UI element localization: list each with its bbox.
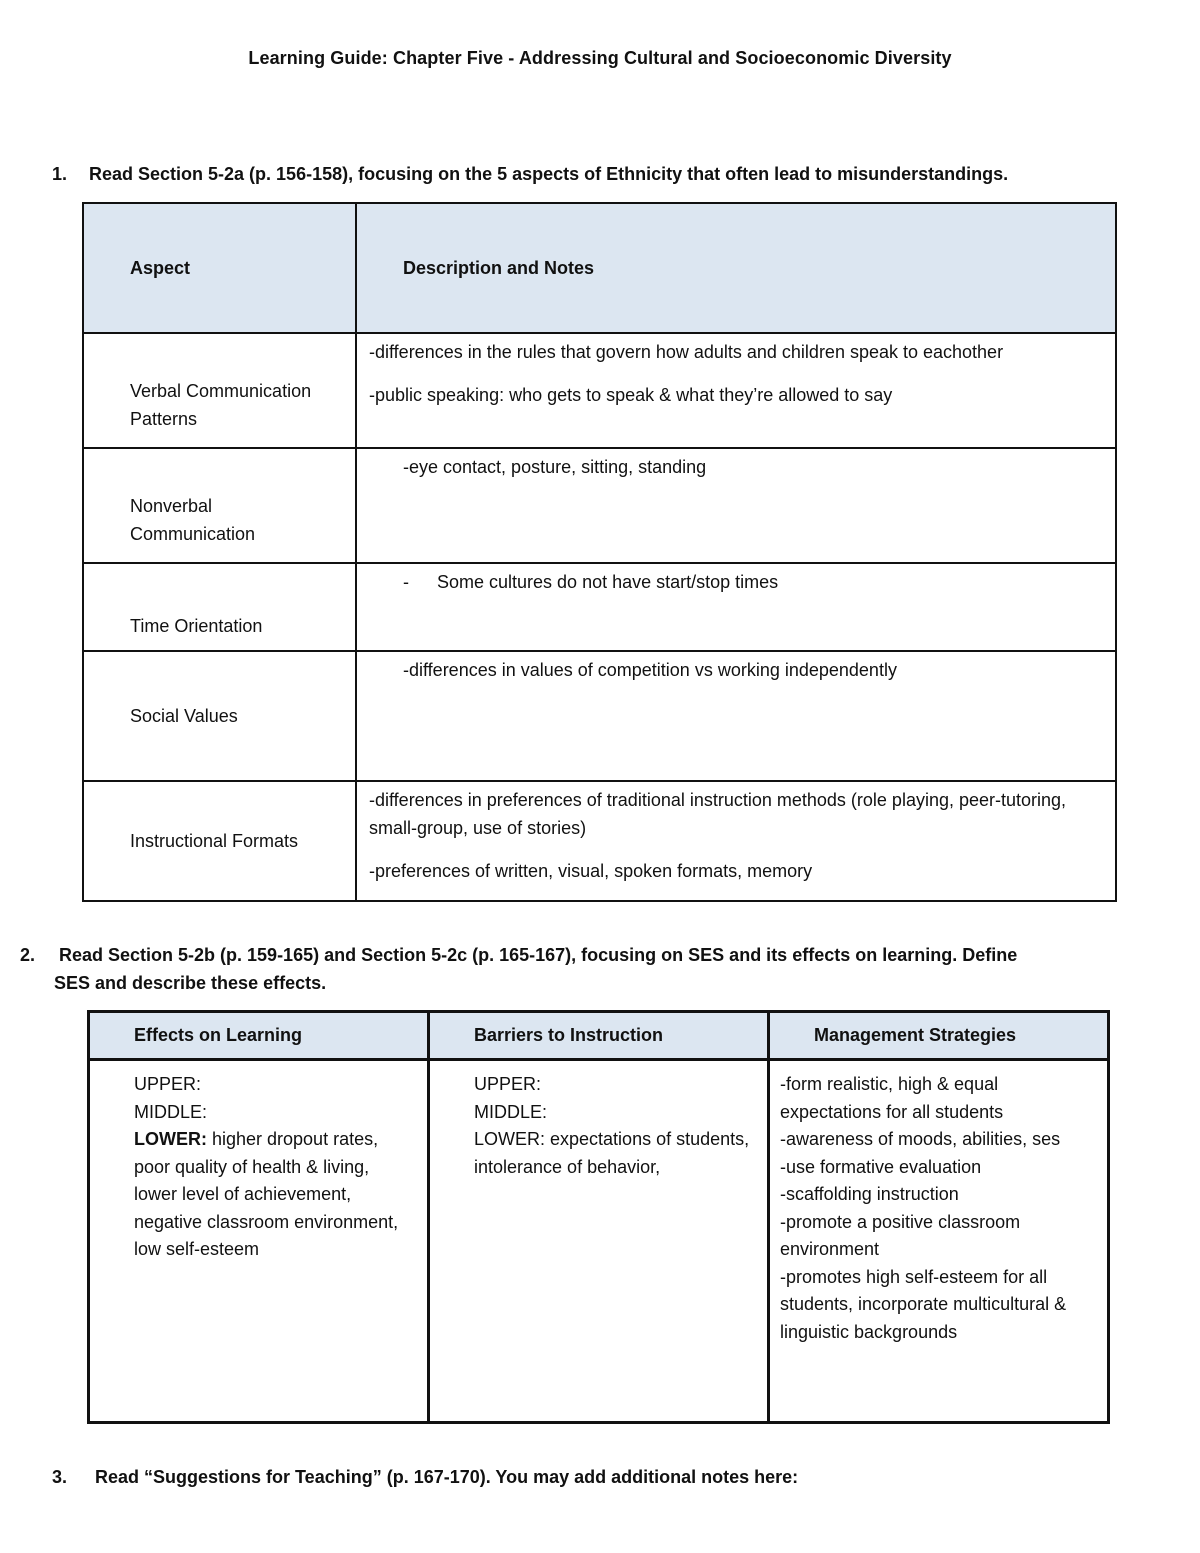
table-row	[83, 563, 1116, 651]
aspect-cell: Instructional Formats	[83, 781, 356, 901]
note-line: -preferences of written, visual, spoken formats, memory	[369, 861, 813, 881]
question-text-continued: SES and describe these effects.	[54, 973, 327, 993]
question-number: 3.	[52, 1467, 68, 1487]
strategies-cell	[769, 1060, 1109, 1423]
page-title: Learning Guide: Chapter Five - Addressing Cultural and Socioeconomic Diversity	[248, 48, 952, 68]
lower-label: LOWER:	[134, 1129, 207, 1149]
list-dash: -	[403, 572, 409, 592]
strategy-item: -scaffolding instruction	[780, 1184, 959, 1204]
note-line: -differences in the rules that govern how adults and children speak to eachother	[369, 342, 1004, 362]
column-header: Management Strategies	[769, 1012, 1109, 1060]
barriers-cell	[429, 1060, 769, 1423]
lower-entry	[134, 1126, 417, 1264]
question-text: Read “Suggestions for Teaching” (p. 167-170). You may add additional notes here:	[95, 1467, 799, 1487]
question-1	[52, 160, 1132, 188]
middle-label: MIDDLE:	[134, 1101, 208, 1122]
table-row	[83, 333, 1116, 448]
aspect-cell: Verbal Communication Patterns	[83, 333, 356, 448]
table-row	[83, 651, 1116, 781]
strategy-item: -use formative evaluation	[780, 1156, 982, 1177]
strategy-item: -form realistic, high & equal expectations for all students	[780, 1074, 1004, 1122]
question-2	[20, 941, 1110, 997]
question-number: 1.	[52, 164, 68, 184]
column-header: Barriers to Instruction	[429, 1012, 769, 1060]
notes-cell	[356, 563, 1116, 651]
note-line: -differences in values of competition vs working independently	[403, 660, 897, 680]
question-text: Read Section 5-2a (p. 156-158), focusing on the 5 aspects of Ethnicity that often lead to misunderstandings.	[89, 164, 1009, 184]
table-header-row	[89, 1012, 1109, 1060]
lower-text: higher dropout rates, poor quality of health & living, lower level of achievement, negative classroom environment, low self-esteem	[134, 1129, 399, 1259]
aspect-cell: Time Orientation	[83, 563, 356, 651]
column-header: Description and Notes	[356, 203, 1116, 333]
notes-cell	[356, 651, 1116, 781]
note-line: -public speaking: who gets to speak & what they’re allowed to say	[369, 385, 893, 405]
strategy-item: -promote a positive classroom environment	[780, 1211, 1021, 1259]
middle-label: MIDDLE:	[474, 1101, 548, 1122]
upper-label: UPPER:	[134, 1074, 202, 1094]
table-row	[83, 448, 1116, 563]
note-line: -eye contact, posture, sitting, standing	[403, 457, 707, 477]
column-header: Aspect	[83, 203, 356, 333]
notes-cell	[356, 448, 1116, 563]
question-number: 2.	[20, 945, 36, 965]
question-text: Read Section 5-2b (p. 159-165) and Section 5-2c (p. 165-167), focusing on SES and its effects on learning. Define	[54, 945, 1018, 965]
strategy-item: -awareness of moods, abilities, ses	[780, 1129, 1061, 1149]
effects-cell	[89, 1060, 429, 1423]
upper-label: UPPER:	[474, 1074, 542, 1094]
table-row	[89, 1060, 1109, 1423]
aspect-cell: Social Values	[83, 651, 356, 781]
ses-effects-table	[87, 1010, 1110, 1424]
notes-cell	[356, 333, 1116, 448]
table-header-row	[83, 203, 1116, 333]
note-line: -differences in preferences of traditional instruction methods (role playing, peer-tutoring, small-group, use of stories)	[369, 790, 1067, 838]
column-header: Effects on Learning	[89, 1012, 429, 1060]
ethnicity-aspects-table	[82, 202, 1117, 902]
lower-entry: LOWER: expectations of students, intolerance of behavior,	[474, 1129, 750, 1177]
question-3	[52, 1463, 1132, 1491]
strategy-item: -promotes high self-esteem for all students, incorporate multicultural & linguistic backgrounds	[780, 1266, 1067, 1342]
table-row	[83, 781, 1116, 901]
notes-cell	[356, 781, 1116, 901]
aspect-cell: Nonverbal Communication	[83, 448, 356, 563]
note-line: Some cultures do not have start/stop times	[437, 572, 779, 592]
